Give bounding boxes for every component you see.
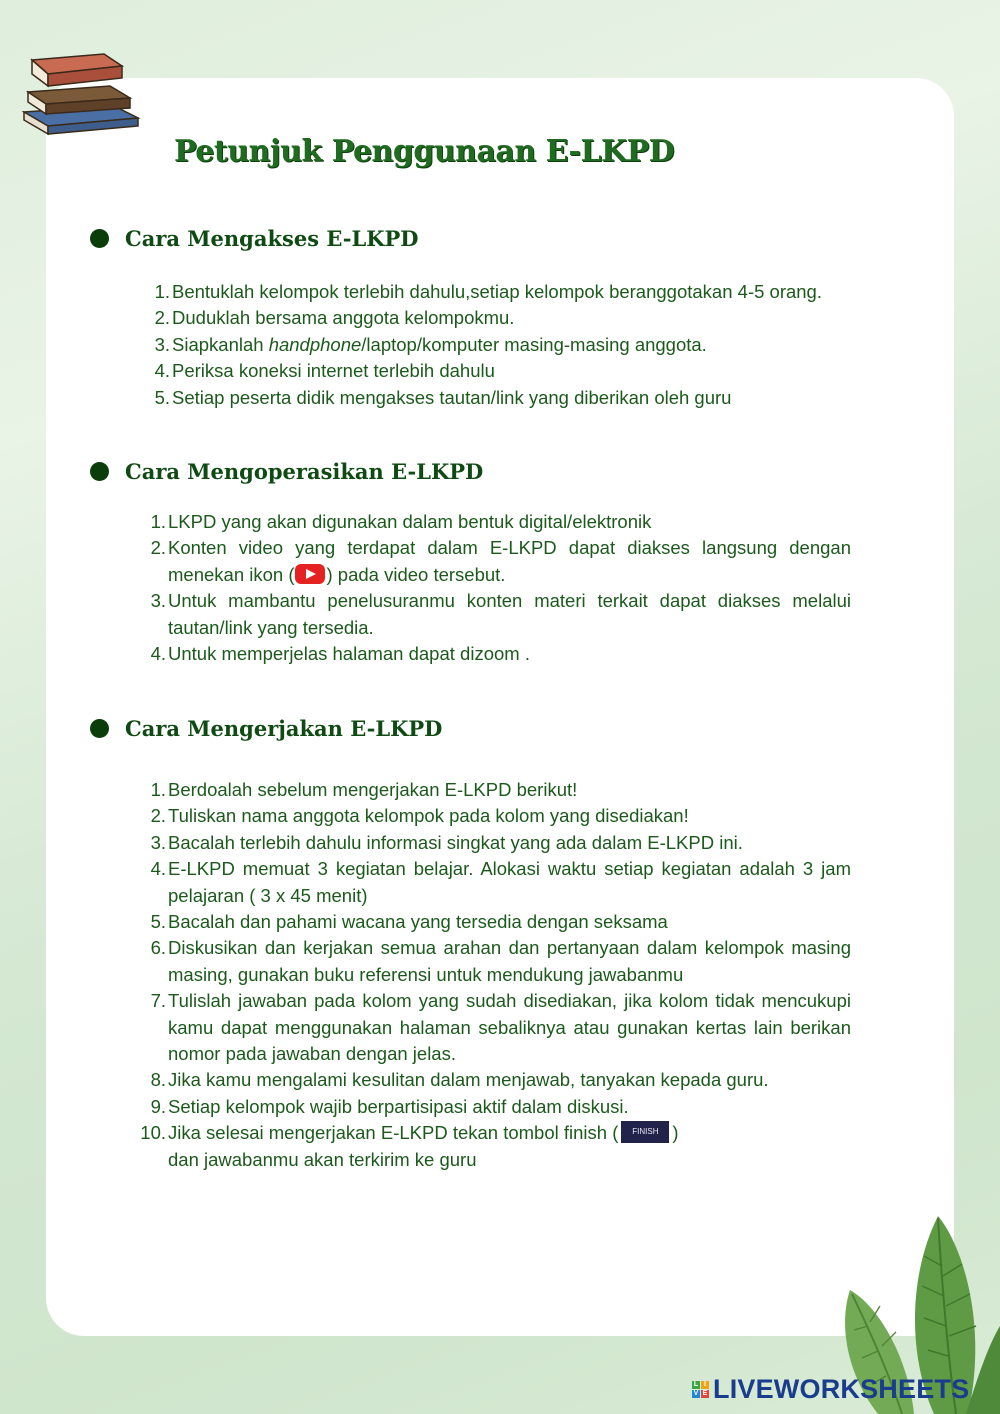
operasi-steps-list (142, 509, 851, 667)
list-item: 5. Bacalah dan pahami wacana yang tersedia dengan seksama (150, 911, 668, 933)
section-title: Cara Mengerjakan E-LKPD (125, 716, 443, 741)
akses-steps-list (146, 279, 916, 411)
list-item: 3. Untuk mambantu penelusuranmu konten materi terkait dapat diakses melalui tautan/link yang tersedia. (150, 590, 851, 638)
kerjakan-steps-list (142, 777, 851, 1173)
section-heading-akses (90, 226, 418, 251)
page-title: Petunjuk Penggunaan E-LKPD (174, 134, 675, 169)
section-heading-kerjakan (90, 716, 442, 741)
list-item: 6. Diskusikan dan kerjakan semua arahan dan pertanyaan dalam kelompok masing masing, gunakan buku referensi untuk mendukung jawabanmu (150, 937, 851, 985)
list-item: 4. Untuk memperjelas halaman dapat dizoom . (150, 643, 530, 665)
list-item: 10. Jika selesai mengerjakan E-LKPD tekan tombol finish ( FINISH ) dan jawabanmu akan terkirim ke guru (140, 1122, 679, 1170)
section-title: Cara Mengoperasikan E-LKPD (125, 459, 484, 484)
list-item: 2. Duduklah bersama anggota kelompokmu. (154, 307, 515, 329)
youtube-play-icon (295, 564, 325, 584)
bullet-icon (90, 719, 109, 738)
liveworksheets-brand-text: LIVEWORKSHEETS (713, 1374, 970, 1404)
section-heading-operasi (90, 459, 483, 484)
bullet-icon (90, 229, 109, 248)
bullet-icon (90, 462, 109, 481)
liveworksheets-logo-icon: L I V E (693, 1381, 708, 1397)
finish-button[interactable]: FINISH (621, 1121, 669, 1143)
list-item: 3. Bacalah terlebih dahulu informasi singkat yang ada dalam E-LKPD ini. (150, 831, 743, 853)
list-item: 7. Tulislah jawaban pada kolom yang sudah disediakan, jika kolom tidak mencukupi kamu dapat menggunakan halaman sebaliknya atau gunakan kertas lain berikan nomor pada jawaban dengan jelas. (150, 990, 851, 1065)
list-item: 8. Jika kamu mengalami kesulitan dalam menjawab, tanyakan kepada guru. (150, 1069, 769, 1091)
list-item: 3. Siapkanlah handphone/laptop/komputer masing-masing anggota. (154, 333, 707, 355)
list-item: 1. Bentuklah kelompok terlebih dahulu,setiap kelompok beranggotakan 4-5 orang. (154, 281, 822, 302)
section-title: Cara Mengakses E-LKPD (125, 226, 419, 251)
list-item: 2. Konten video yang terdapat dalam E-LKPD dapat diakses langsung dengan menekan ikon ( ) pada video tersebut. (150, 537, 851, 585)
list-item: 5. Setiap peserta didik mengakses tautan/link yang diberikan oleh guru (154, 386, 732, 408)
books-stack-illustration (18, 46, 142, 138)
list-item: 9. Setiap kelompok wajib berpartisipasi aktif dalam diskusi. (150, 1095, 629, 1117)
list-item: 4. E-LKPD memuat 3 kegiatan belajar. Alokasi waktu setiap kegiatan adalah 3 jam pelajaran ( 3 x 45 menit) (150, 858, 851, 906)
list-item: 1. LKPD yang akan digunakan dalam bentuk digital/elektronik (150, 511, 652, 532)
list-item: 1. Berdoalah sebelum mengerjakan E-LKPD berikut! (150, 779, 578, 800)
list-item: 2. Tuliskan nama anggota kelompok pada kolom yang disediakan! (150, 805, 689, 827)
liveworksheets-watermark (692, 1374, 969, 1405)
list-item: 4. Periksa koneksi internet terlebih dahulu (154, 360, 495, 382)
